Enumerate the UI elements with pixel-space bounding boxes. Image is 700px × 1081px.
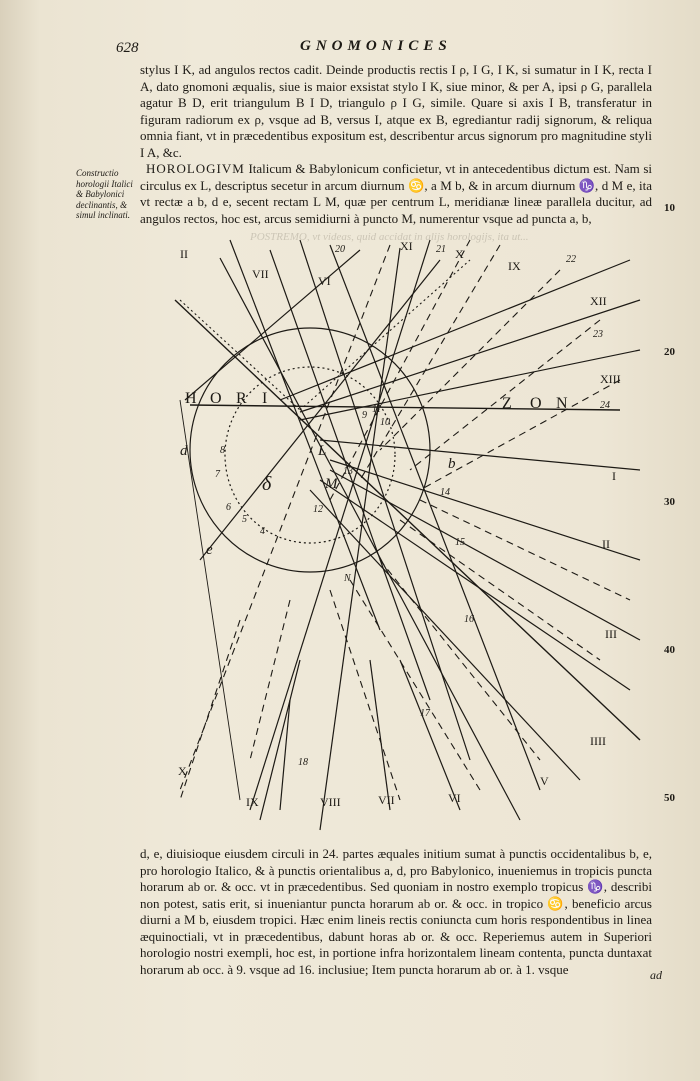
horizon-letter: O <box>210 390 222 407</box>
roman-label: II <box>602 537 610 551</box>
arabic-label: 13 <box>343 466 353 477</box>
horizon-letter: R <box>236 390 247 407</box>
roman-label: II <box>180 247 188 261</box>
paragraph-bottom <box>140 846 652 978</box>
running-title: GNOMONICES <box>300 38 452 54</box>
roman-top-labels <box>180 239 621 386</box>
horizon-letter: O <box>530 395 542 412</box>
roman-label: I <box>612 469 616 483</box>
line-number-20: 20 <box>664 346 675 358</box>
horizon-letter: I <box>262 390 268 407</box>
line-number-40: 40 <box>664 644 675 656</box>
arabic-label: 23 <box>593 329 603 340</box>
margin-note: Constructio horologii Italici & Babylonici declinantis, & simul inclinati. <box>76 168 133 220</box>
arabic-label: 7 <box>215 469 220 480</box>
arabic-label: 17 <box>420 708 430 719</box>
point-letter-b: b <box>448 456 456 472</box>
arabic-labels <box>215 244 610 768</box>
arabic-label: 9 <box>362 410 367 421</box>
point-letter-m: M <box>325 476 338 492</box>
paragraph-2: Italicum & Babylonicum conficietur, vt in antecedentibus dictum est. Nam si circulus ex L, descriptus secetur in arcum diurnum ♋, a M b, & in arcum diurnum ♑, d M e, ita vt rectæ a b, d e, secent rectam L M, quæ per centrum L, meridianæ lineæ parallela ducitur, ad angulos rectos, hoc est, arcus semidiurni à puncto M, numerentur vsque ad puncta a, b, <box>140 161 653 226</box>
roman-label: IIII <box>590 734 606 748</box>
point-letter-e: e <box>206 542 213 558</box>
horizon-letter: N <box>556 395 568 412</box>
arabic-label: 10 <box>380 417 390 428</box>
arabic-label: 12 <box>313 504 323 515</box>
roman-label: X <box>178 764 187 778</box>
roman-label: VII <box>252 267 269 281</box>
horizon-letter: H <box>185 390 197 407</box>
roman-label: VII <box>378 793 395 807</box>
arabic-label: 15 <box>455 537 465 548</box>
point-letter-delta: δ <box>262 473 272 495</box>
diagram-lines <box>175 240 640 830</box>
roman-label: XII <box>590 294 607 308</box>
roman-label: III <box>605 627 617 641</box>
diagram-dashed-lines <box>180 240 630 800</box>
paragraph-3: d, e, diuisioque eiusdem circuli in 24. partes æquales initium sumat à punctis occidentalibus b, e, pro horologio Italico, & à punctis orientalibus a, d, pro Babylonico, inueniemus in tropicis puncta horarum ab or. & occ. vt in præcedentibus. Sed quoniam in nostro exemplo tropicus ♑, describi non potest, satis erit, si inueniantur puncta horarum ab or. & occ. in tropico ♋, beneficio arcus diurni a M b, eiusdem tropici. Hæc enim lineis rectis coniuncta cum horis respondentibus in linea æquinoctiali, vt in præcedentibus, dabunt horas ab or. & occ. Reperiemus autem in Superiori horologio nostri exempli, hoc est, in portione infra horizontalem lineam contenta, puncta duntaxat horarum ab occ. à 9. vsque ad 16. inclusiue; Item puncta horarum ab or. à 1. vsque <box>140 846 652 977</box>
arabic-label: 20 <box>335 244 345 255</box>
paragraph-1: stylus I K, ad angulos rectos cadit. Deinde productis rectis I ρ, I G, I K, si sumatur in I K, recta I A, dato gnomoni æqualis, siue is maior exsistat stylo I K, siue minor, & per A, ipsi ρ G, parallela agatur B D, erit triangulum B I D, triangulo ρ I G, simile. Quare si axis I B, transferatur in figuram radiorum ex ρ, vsque ad B, versus I, atque ex B, egrediantur radij signorum, & reliqua omnia fiant, vt in præcedentibus expositum est, describentur arcus signorum pro magnitudine styli I A, &c. <box>140 62 652 160</box>
roman-label: IX <box>508 259 521 273</box>
roman-label: XI <box>400 239 413 253</box>
line-number-50: 50 <box>664 792 675 804</box>
point-letter-d: d <box>180 443 188 459</box>
horizon-letter: Z <box>502 395 512 412</box>
section-heading: HOROLOGIVM <box>146 161 245 176</box>
roman-label: VI <box>318 274 331 288</box>
roman-right-labels <box>540 469 617 788</box>
roman-label: IX <box>246 795 259 809</box>
roman-bottom-labels <box>178 764 461 809</box>
point-letter-l: L <box>318 443 327 459</box>
arabic-label: 11 <box>372 404 382 415</box>
arabic-label: 6 <box>226 502 231 513</box>
roman-label: XIII <box>600 372 621 386</box>
point-letter-n: N <box>344 573 351 584</box>
roman-label: VI <box>448 791 461 805</box>
arabic-label: 22 <box>566 254 576 265</box>
arabic-label: 24 <box>600 400 610 411</box>
arabic-label: 14 <box>440 487 450 498</box>
roman-label: VIII <box>320 795 341 809</box>
arabic-label: 18 <box>298 757 308 768</box>
arabic-label: 16 <box>464 614 474 625</box>
arabic-label: 21 <box>436 244 446 255</box>
roman-label: X <box>455 247 464 261</box>
catchword: ad <box>650 968 662 982</box>
bleed-through-text: POSTREMO, vt videas, quid accidat in alijs horologijs, ita ut... <box>250 231 529 243</box>
line-number-30: 30 <box>664 496 675 508</box>
roman-label: V <box>540 774 549 788</box>
line-number-10: 10 <box>664 202 675 214</box>
page-number: 628 <box>116 40 139 56</box>
arabic-label: 5 <box>242 514 247 525</box>
arabic-label: 8 <box>220 445 225 456</box>
arabic-label: 4 <box>260 526 265 537</box>
